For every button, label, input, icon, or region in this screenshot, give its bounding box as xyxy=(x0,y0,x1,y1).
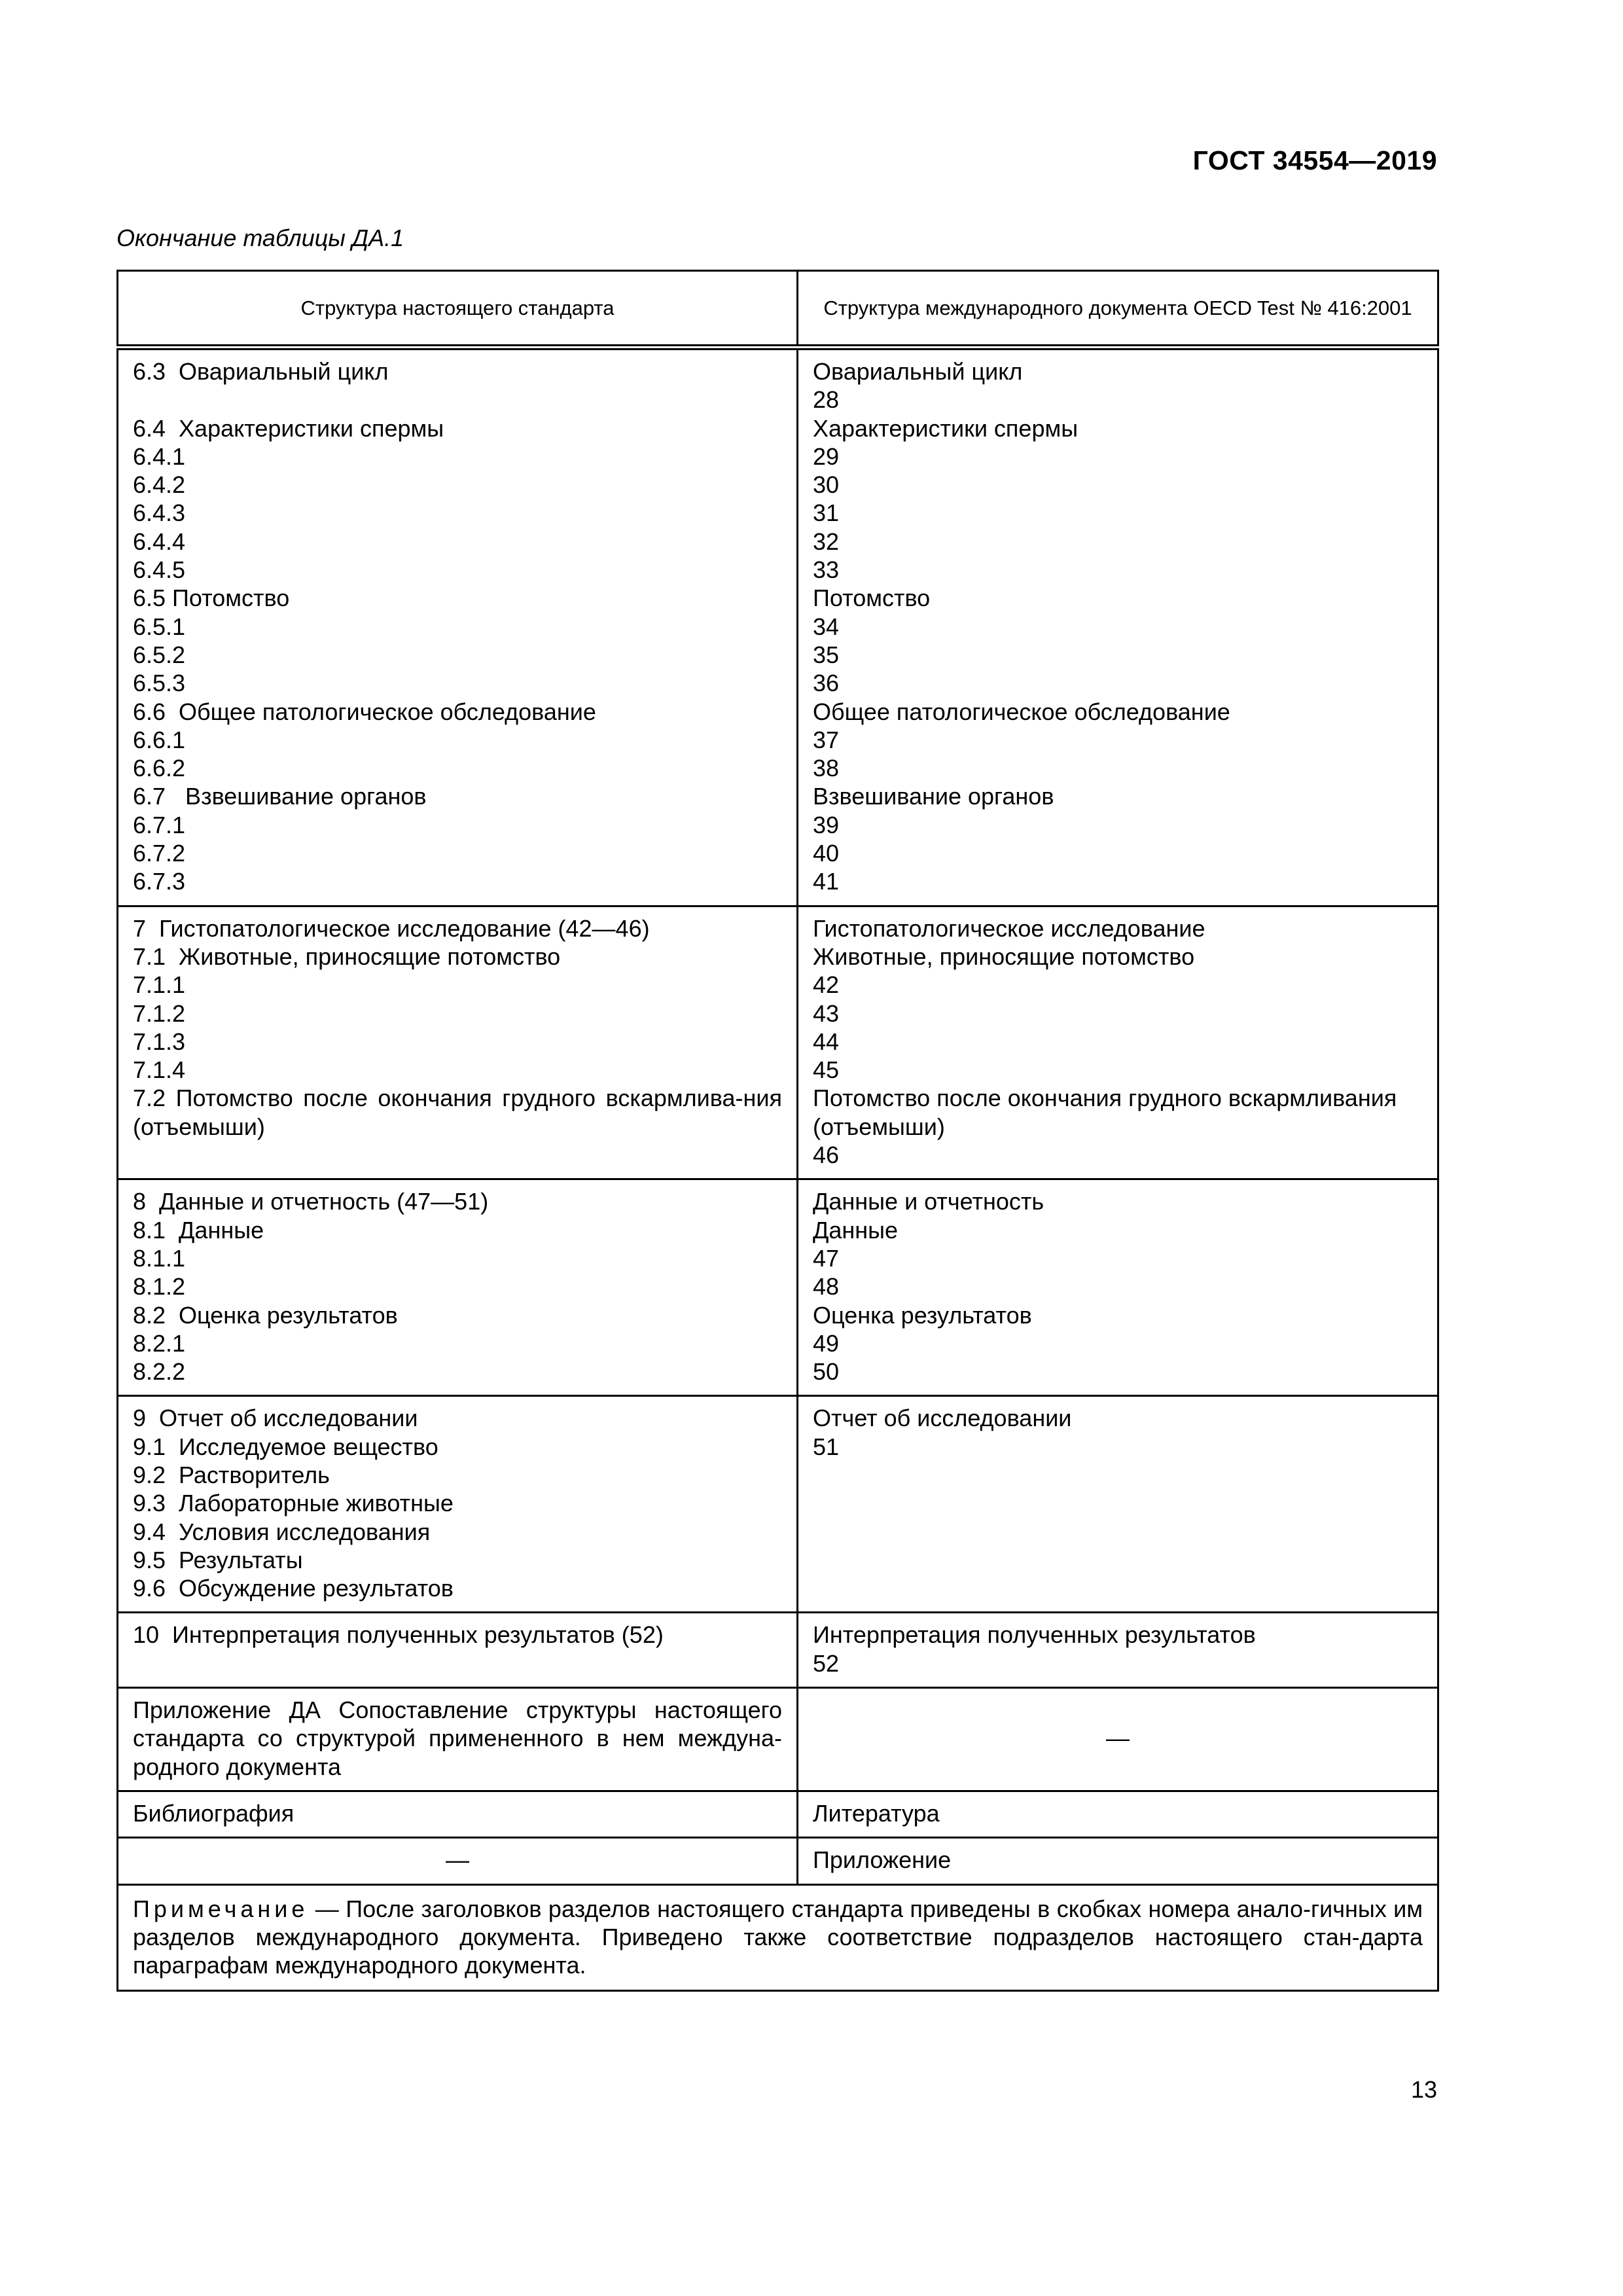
cell-line: Характеристики спермы xyxy=(813,414,1079,442)
cell-line: 9.3 Лабораторные животные xyxy=(133,1490,454,1517)
cell-line: 6.6.2 xyxy=(133,755,186,782)
table-row xyxy=(118,1396,1438,1613)
cell-line: 6.6 Общее патологическое обследование xyxy=(133,698,596,725)
cell-line: Библиография xyxy=(133,1799,294,1827)
right-cell xyxy=(798,1179,1438,1396)
cell-line: 39 xyxy=(813,811,840,838)
cell-line: 7.1.4 xyxy=(133,1056,186,1084)
cell-line: 49 xyxy=(813,1329,840,1357)
table-row xyxy=(118,906,1438,1179)
cell-line: Отчет об исследовании xyxy=(813,1405,1072,1432)
cell-line: 37 xyxy=(813,726,840,753)
cell-line: 30 xyxy=(813,471,840,499)
structure-comparison-table xyxy=(116,270,1439,1992)
cell-line: 6.5.2 xyxy=(133,641,186,668)
left-cell xyxy=(118,1613,798,1688)
cell-line: 8.1.1 xyxy=(133,1244,186,1272)
cell-line: Потомство после окончания грудного вскармливания xyxy=(813,1085,1397,1112)
table-note-row xyxy=(118,1884,1438,1991)
cell-line: 33 xyxy=(813,556,840,584)
cell-line: Гистопатологическое исследование xyxy=(813,914,1205,942)
cell-line: 6.4.2 xyxy=(133,471,186,499)
cell-line: 36 xyxy=(813,670,840,697)
left-cell xyxy=(118,1791,798,1837)
cell-line: 9.4 Условия исследования xyxy=(133,1518,431,1545)
cell-line: 6.7.2 xyxy=(133,840,186,867)
table-row xyxy=(118,1791,1438,1837)
table-row xyxy=(118,348,1438,906)
cell-line: 6.7.1 xyxy=(133,811,186,838)
cell-line: 6.5.1 xyxy=(133,613,186,640)
cell-line: 6.4 Характеристики спермы xyxy=(133,414,444,442)
page-number: 13 xyxy=(1410,2076,1437,2103)
right-cell xyxy=(798,1396,1438,1613)
cell-line: Животные, приносящие потомство xyxy=(813,942,1195,970)
left-cell xyxy=(118,1396,798,1613)
cell-line: 7 Гистопатологическое исследование (42—46) xyxy=(133,914,650,942)
cell-line: 45 xyxy=(813,1056,840,1084)
table-row xyxy=(118,1688,1438,1791)
cell-line: 10 Интерпретация полученных результатов (52) xyxy=(133,1621,664,1649)
cell-line: 6.7 Взвешивание органов xyxy=(133,783,427,810)
cell-line: 35 xyxy=(813,641,840,668)
cell-line: 29 xyxy=(813,442,840,470)
cell-line: 8.2.1 xyxy=(133,1329,186,1357)
cell-line: 51 xyxy=(813,1433,840,1460)
cell-line: Приложение xyxy=(813,1846,952,1874)
cell-line: 44 xyxy=(813,1028,840,1055)
cell-line: Оценка результатов xyxy=(813,1301,1032,1329)
cell-line: 46 xyxy=(813,1141,840,1169)
cell-line: 47 xyxy=(813,1244,840,1272)
cell-line: 6.7.3 xyxy=(133,868,186,895)
cell-line: 40 xyxy=(813,840,840,867)
cell-line xyxy=(133,386,782,414)
cell-line: 8.1.2 xyxy=(133,1273,186,1300)
table-row xyxy=(118,1179,1438,1396)
cell-line: 8.2 Оценка результатов xyxy=(133,1301,398,1329)
header-this-standard: Структура настоящего стандарта xyxy=(118,271,798,348)
cell-line: Данные и отчетность xyxy=(813,1188,1044,1215)
cell-line: Интерпретация полученных результатов xyxy=(813,1621,1256,1649)
cell-line: 43 xyxy=(813,999,840,1027)
cell-line: 48 xyxy=(813,1273,840,1300)
table-header-row xyxy=(118,271,1438,348)
right-cell xyxy=(798,1838,1438,1884)
table-row xyxy=(118,1838,1438,1884)
cell-line: 7.1.3 xyxy=(133,1028,186,1055)
cell-line: 9.5 Результаты xyxy=(133,1546,303,1573)
right-cell-dash: — xyxy=(798,1688,1438,1791)
left-cell-dash: — xyxy=(118,1838,798,1884)
cell-line: 52 xyxy=(813,1649,840,1677)
cell-line: Взвешивание органов xyxy=(813,783,1054,810)
cell-line: Общее патологическое обследование xyxy=(813,698,1230,725)
cell-line: Данные xyxy=(813,1216,899,1244)
cell-line: 7.1.1 xyxy=(133,971,186,999)
cell-line: 6.6.1 xyxy=(133,726,186,753)
table-row xyxy=(118,1613,1438,1688)
cell-line: Потомство xyxy=(813,584,931,612)
cell-line: 6.4.4 xyxy=(133,528,186,555)
left-cell xyxy=(118,348,798,906)
cell-line: 28 xyxy=(813,386,840,414)
table-caption: Окончание таблицы ДА.1 xyxy=(116,224,404,251)
cell-line: 34 xyxy=(813,613,840,640)
cell-line: 50 xyxy=(813,1358,840,1386)
cell-line: 9.2 Растворитель xyxy=(133,1461,330,1488)
right-cell xyxy=(798,906,1438,1179)
table-note xyxy=(118,1884,1438,1991)
cell-line: 9.6 Обсуждение результатов xyxy=(133,1575,454,1602)
cell-line: 9 Отчет об исследовании xyxy=(133,1405,418,1432)
note-label: Примечание xyxy=(133,1895,309,1922)
cell-line: 41 xyxy=(813,868,840,895)
header-international-document: Структура международного документа OECD Test № 416:2001 xyxy=(798,271,1438,348)
cell-line: 31 xyxy=(813,499,840,527)
cell-line: 6.4.1 xyxy=(133,442,186,470)
cell-line: 6.4.5 xyxy=(133,556,186,584)
cell-line: Овариальный цикл xyxy=(813,358,1023,385)
left-cell-paragraph: 7.2 Потомство после окончания грудного вскармлива-ния (отъемыши) xyxy=(133,1085,782,1140)
cell-line: 7.1.2 xyxy=(133,999,186,1027)
left-cell xyxy=(118,1179,798,1396)
cell-line: 38 xyxy=(813,755,840,782)
cell-line: 6.5.3 xyxy=(133,670,186,697)
cell-line: 8.1 Данные xyxy=(133,1216,264,1244)
document-code: ГОСТ 34554—2019 xyxy=(1192,145,1437,175)
cell-line: 9.1 Исследуемое вещество xyxy=(133,1433,438,1460)
cell-line: 32 xyxy=(813,528,840,555)
cell-line: 7.1 Животные, приносящие потомство xyxy=(133,942,561,970)
right-cell xyxy=(798,1613,1438,1688)
left-cell-lines xyxy=(133,914,782,1085)
cell-line: 6.3 Овариальный цикл xyxy=(133,358,389,385)
right-cell xyxy=(798,348,1438,906)
cell-line: 42 xyxy=(813,971,840,999)
cell-line: 6.5 Потомство xyxy=(133,584,290,612)
cell-line: (отъемыши) xyxy=(813,1113,945,1140)
cell-line: 8.2.2 xyxy=(133,1358,186,1386)
cell-line: 8 Данные и отчетность (47—51) xyxy=(133,1188,489,1215)
cell-line: 6.4.3 xyxy=(133,499,186,527)
right-cell xyxy=(798,1791,1438,1837)
note-text: — После заголовков разделов настоящего стандарта приведены в скобках номера анало-гичных им разделов международного документа. Приведено также соответствие подразделов настоящего стан-дарта параграфам международного документа. xyxy=(133,1895,1423,1979)
cell-line: Литература xyxy=(813,1799,940,1827)
left-cell xyxy=(118,906,798,1179)
left-cell: Приложение ДА Сопоставление структуры настоящего стандарта со структурой примененного в нем междуна-родного документа xyxy=(118,1688,798,1791)
